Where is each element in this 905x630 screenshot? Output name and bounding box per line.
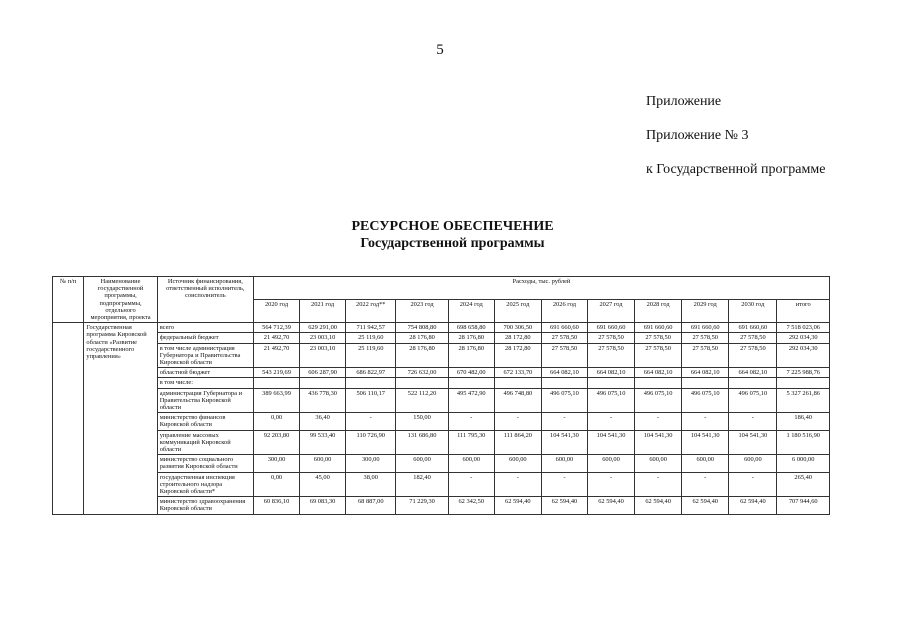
amount-cell: 27 578,50 — [541, 333, 587, 343]
table-row — [53, 378, 830, 388]
amount-cell: 496 075,10 — [635, 388, 682, 413]
amount-cell: 600,00 — [635, 455, 682, 472]
funding-source: министерство здравоохранения Кировской области — [157, 497, 253, 514]
amount-cell: 664 082,10 — [587, 368, 634, 378]
amount-cell: 150,00 — [396, 413, 448, 430]
appendix-line-1: Приложение — [646, 94, 722, 109]
funding-source: в том числе: — [157, 378, 253, 388]
funding-source: всего — [157, 323, 253, 333]
amount-cell: 110 726,90 — [346, 430, 396, 455]
table-row — [53, 413, 830, 430]
table-row — [53, 430, 830, 455]
header-num: № п/п — [53, 277, 84, 323]
amount-cell: - — [541, 413, 587, 430]
amount-cell: 664 082,10 — [541, 368, 587, 378]
amount-cell: - — [448, 472, 494, 497]
amount-cell: 664 082,10 — [682, 368, 729, 378]
amount-cell: 691 660,60 — [635, 323, 682, 333]
amount-cell: 62 594,40 — [635, 497, 682, 514]
amount-cell: 496 075,10 — [682, 388, 729, 413]
amount-cell: 62 594,40 — [682, 497, 729, 514]
amount-cell: 27 578,50 — [587, 333, 634, 343]
table-row — [53, 388, 830, 413]
amount-cell: 111 795,30 — [448, 430, 494, 455]
amount-cell: 28 172,80 — [494, 333, 541, 343]
header-source: Источник финансирования, ответственный исполнитель, соисполнитель — [157, 277, 253, 323]
amount-cell: 27 578,50 — [635, 343, 682, 368]
amount-cell: 691 660,60 — [729, 323, 777, 333]
amount-cell — [777, 378, 830, 388]
amount-cell: 104 541,30 — [682, 430, 729, 455]
amount-cell: - — [682, 413, 729, 430]
amount-cell: 28 176,80 — [396, 343, 448, 368]
funding-source: министерство финансов Кировской области — [157, 413, 253, 430]
header-year: итого — [777, 300, 830, 323]
amount-cell — [396, 378, 448, 388]
amount-cell: 21 492,70 — [254, 333, 300, 343]
amount-cell: 600,00 — [541, 455, 587, 472]
amount-cell: - — [346, 413, 396, 430]
amount-cell: 600,00 — [587, 455, 634, 472]
header-year: 2022 год** — [346, 300, 396, 323]
header-row-1 — [53, 277, 830, 300]
amount-cell: 754 808,80 — [396, 323, 448, 333]
amount-cell: 0,00 — [254, 472, 300, 497]
amount-cell: 28 176,80 — [448, 343, 494, 368]
header-year: 2021 год — [300, 300, 346, 323]
amount-cell: 600,00 — [729, 455, 777, 472]
amount-cell: 292 034,30 — [777, 333, 830, 343]
header-expenses: Расходы, тыс. рублей — [254, 277, 830, 300]
table-row — [53, 472, 830, 497]
amount-cell: 686 822,97 — [346, 368, 396, 378]
amount-cell: 23 003,10 — [300, 333, 346, 343]
table-row — [53, 343, 830, 368]
amount-cell: 664 082,10 — [635, 368, 682, 378]
header-year: 2020 год — [254, 300, 300, 323]
funding-source: администрация Губернатора и Правительства Кировской области — [157, 388, 253, 413]
amount-cell: 707 944,60 — [777, 497, 830, 514]
amount-cell: - — [587, 413, 634, 430]
page-number: 5 — [436, 42, 444, 58]
amount-cell: - — [682, 472, 729, 497]
amount-cell: 27 578,50 — [635, 333, 682, 343]
amount-cell: 600,00 — [396, 455, 448, 472]
amount-cell — [448, 378, 494, 388]
amount-cell: 62 594,40 — [587, 497, 634, 514]
amount-cell: 629 291,00 — [300, 323, 346, 333]
amount-cell: 182,40 — [396, 472, 448, 497]
amount-cell: 25 119,60 — [346, 343, 396, 368]
funding-source: в том числе администрация Губернатора и Правительства Кировской области — [157, 343, 253, 368]
amount-cell: 6 000,00 — [777, 455, 830, 472]
amount-cell: 7 518 023,06 — [777, 323, 830, 333]
amount-cell: 28 176,80 — [396, 333, 448, 343]
amount-cell: 23 003,10 — [300, 343, 346, 368]
amount-cell: 111 864,20 — [494, 430, 541, 455]
amount-cell: 27 578,50 — [587, 343, 634, 368]
amount-cell: 698 658,80 — [448, 323, 494, 333]
funding-source: министерство социального развития Кировской области — [157, 455, 253, 472]
amount-cell: 726 632,00 — [396, 368, 448, 378]
amount-cell: 62 594,40 — [541, 497, 587, 514]
table-row — [53, 333, 830, 343]
amount-cell: - — [587, 472, 634, 497]
amount-cell: 564 712,39 — [254, 323, 300, 333]
amount-cell: 600,00 — [682, 455, 729, 472]
header-year: 2029 год — [682, 300, 729, 323]
amount-cell: 506 110,17 — [346, 388, 396, 413]
amount-cell: 5 327 261,86 — [777, 388, 830, 413]
funding-source: управление массовых коммуникаций Кировской области — [157, 430, 253, 455]
amount-cell: 186,40 — [777, 413, 830, 430]
amount-cell — [729, 378, 777, 388]
amount-cell: 543 219,69 — [254, 368, 300, 378]
amount-cell: 600,00 — [300, 455, 346, 472]
amount-cell: - — [448, 413, 494, 430]
amount-cell: - — [541, 472, 587, 497]
header-year: 2027 год — [587, 300, 634, 323]
amount-cell: 92 203,80 — [254, 430, 300, 455]
amount-cell — [682, 378, 729, 388]
row-number — [53, 323, 84, 514]
amount-cell: - — [494, 472, 541, 497]
amount-cell: 670 482,00 — [448, 368, 494, 378]
resource-table — [52, 276, 830, 515]
amount-cell — [300, 378, 346, 388]
amount-cell: 131 686,80 — [396, 430, 448, 455]
amount-cell: 27 578,50 — [729, 343, 777, 368]
amount-cell: 691 660,60 — [682, 323, 729, 333]
amount-cell: 496 748,80 — [494, 388, 541, 413]
amount-cell: 38,00 — [346, 472, 396, 497]
amount-cell: 436 778,30 — [300, 388, 346, 413]
appendix-line-3: к Государственной программе — [646, 162, 826, 177]
funding-source: федеральный бюджет — [157, 333, 253, 343]
amount-cell: 664 082,10 — [729, 368, 777, 378]
amount-cell: 495 472,90 — [448, 388, 494, 413]
header-year: 2028 год — [635, 300, 682, 323]
amount-cell: 62 342,50 — [448, 497, 494, 514]
amount-cell — [635, 378, 682, 388]
amount-cell: 600,00 — [494, 455, 541, 472]
header-year: 2023 год — [396, 300, 448, 323]
funding-source: областной бюджет — [157, 368, 253, 378]
amount-cell: 27 578,50 — [682, 333, 729, 343]
table-row — [53, 455, 830, 472]
amount-cell: 28 172,80 — [494, 343, 541, 368]
amount-cell: - — [729, 413, 777, 430]
header-name: Наименование государственной программы, подпрограммы, отдельного мероприятия, проекта — [84, 277, 157, 323]
amount-cell: 672 133,70 — [494, 368, 541, 378]
amount-cell: 27 578,50 — [682, 343, 729, 368]
header-year: 2024 год — [448, 300, 494, 323]
header-year: 2026 год — [541, 300, 587, 323]
amount-cell: 27 578,50 — [729, 333, 777, 343]
amount-cell: 60 836,10 — [254, 497, 300, 514]
program-name: Государственная программа Кировской области «Развитие государственного управления» — [84, 323, 157, 514]
amount-cell: 496 075,10 — [729, 388, 777, 413]
amount-cell: 292 034,30 — [777, 343, 830, 368]
amount-cell: 71 229,30 — [396, 497, 448, 514]
amount-cell: 69 083,30 — [300, 497, 346, 514]
amount-cell — [346, 378, 396, 388]
title-line-1: РЕСУРСНОЕ ОБЕСПЕЧЕНИЕ — [351, 219, 554, 234]
amount-cell: 691 660,60 — [541, 323, 587, 333]
amount-cell: 68 887,00 — [346, 497, 396, 514]
table-row — [53, 323, 830, 333]
amount-cell: 62 594,40 — [494, 497, 541, 514]
amount-cell: 21 492,70 — [254, 343, 300, 368]
amount-cell: - — [635, 413, 682, 430]
amount-cell: 36,40 — [300, 413, 346, 430]
amount-cell: 45,00 — [300, 472, 346, 497]
amount-cell — [587, 378, 634, 388]
amount-cell: - — [729, 472, 777, 497]
header-year: 2030 год — [729, 300, 777, 323]
amount-cell: 606 287,90 — [300, 368, 346, 378]
amount-cell: 700 306,50 — [494, 323, 541, 333]
amount-cell — [541, 378, 587, 388]
amount-cell: 28 176,80 — [448, 333, 494, 343]
amount-cell: - — [635, 472, 682, 497]
amount-cell: 104 541,30 — [587, 430, 634, 455]
table-row — [53, 497, 830, 514]
table-body — [53, 323, 830, 514]
amount-cell: 104 541,30 — [729, 430, 777, 455]
amount-cell: 300,00 — [346, 455, 396, 472]
amount-cell: 7 225 988,76 — [777, 368, 830, 378]
header-year: 2025 год — [494, 300, 541, 323]
amount-cell: 522 112,20 — [396, 388, 448, 413]
amount-cell: 1 180 516,90 — [777, 430, 830, 455]
amount-cell: 0,00 — [254, 413, 300, 430]
amount-cell: 27 578,50 — [541, 343, 587, 368]
amount-cell: 265,40 — [777, 472, 830, 497]
amount-cell: 62 594,40 — [729, 497, 777, 514]
amount-cell: 300,00 — [254, 455, 300, 472]
amount-cell — [254, 378, 300, 388]
title-line-2: Государственной программы — [360, 236, 545, 251]
amount-cell: 104 541,30 — [635, 430, 682, 455]
amount-cell: 25 119,60 — [346, 333, 396, 343]
amount-cell: 104 541,30 — [541, 430, 587, 455]
amount-cell: 389 663,99 — [254, 388, 300, 413]
amount-cell: - — [494, 413, 541, 430]
document-title — [0, 218, 905, 252]
appendix-line-2: Приложение № 3 — [646, 128, 749, 143]
amount-cell: 691 660,60 — [587, 323, 634, 333]
amount-cell: 600,00 — [448, 455, 494, 472]
amount-cell: 496 075,10 — [587, 388, 634, 413]
amount-cell — [494, 378, 541, 388]
amount-cell: 496 075,10 — [541, 388, 587, 413]
table-row — [53, 368, 830, 378]
funding-source: государственная инспекция строительного надзора Кировской области* — [157, 472, 253, 497]
amount-cell: 711 942,57 — [346, 323, 396, 333]
amount-cell: 99 533,40 — [300, 430, 346, 455]
